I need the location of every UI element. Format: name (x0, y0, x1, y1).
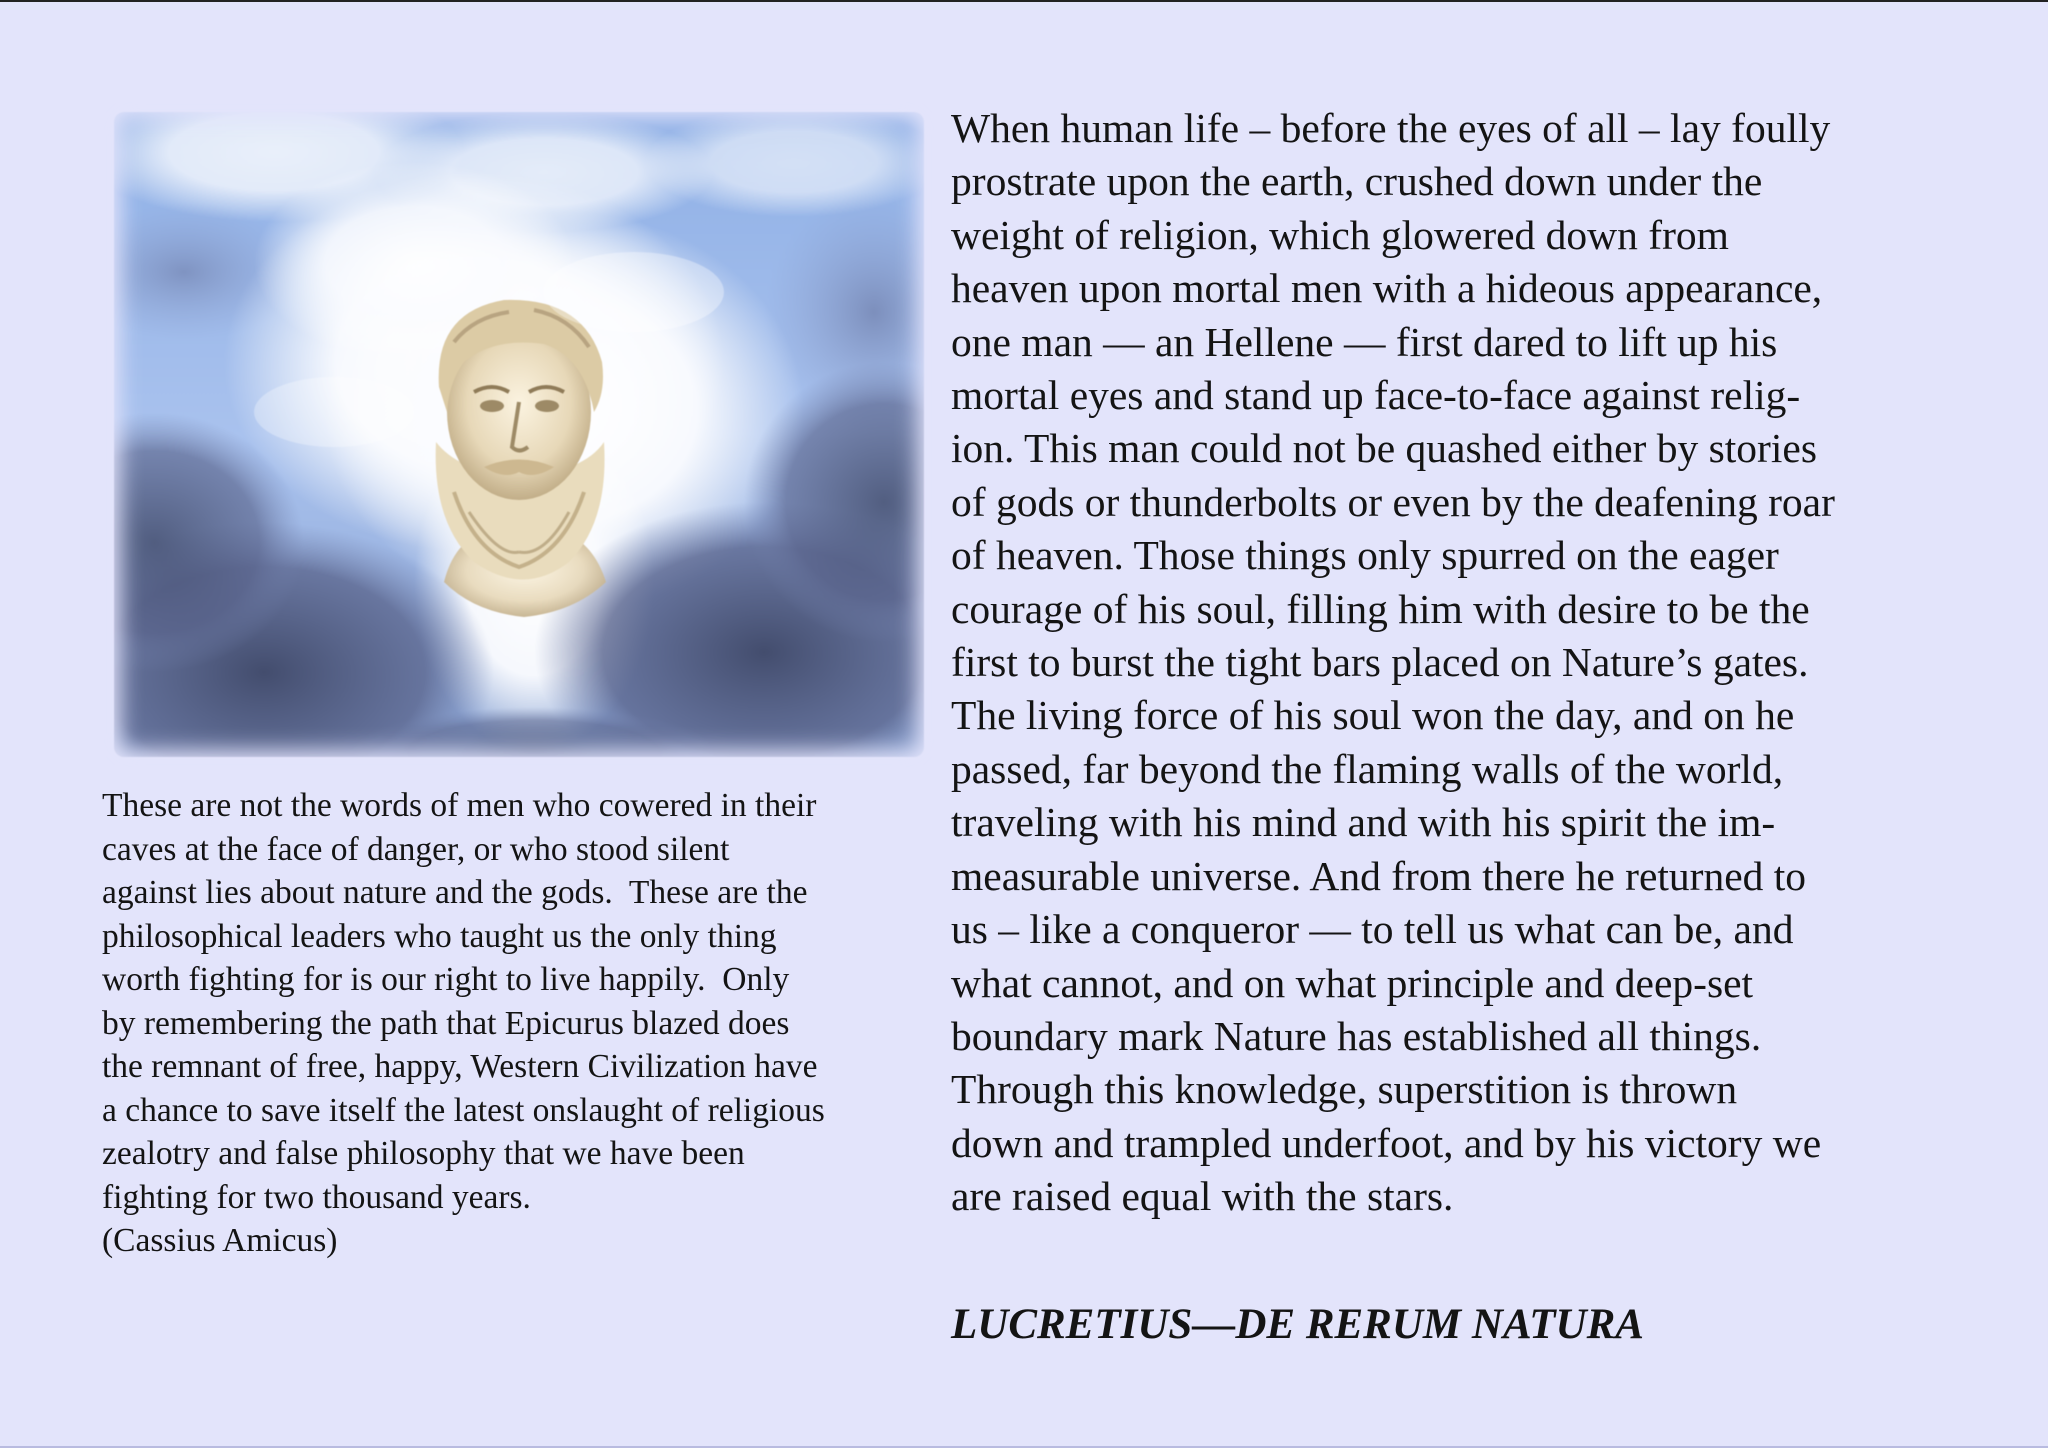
passage-line: measurable universe. And from there he returned to (951, 852, 1807, 899)
caption-line: against lies about nature and the gods. These are the (102, 874, 808, 911)
passage-line: When human life – before the eyes of all – lay foully (951, 105, 1831, 151)
commentary-caption (102, 784, 932, 1263)
caption-line: zealotry and false philosophy that we have been (102, 1135, 745, 1172)
passage-line: one man — an Hellene — first dared to lift up his (951, 318, 1778, 365)
passage-line: what cannot, and on what principle and deep-set (951, 959, 1754, 1006)
passage-line: The living force of his soul won the day, and on he (951, 692, 1795, 739)
passage-line: first to burst the tight bars placed on Nature’s gates. (951, 639, 1809, 686)
passage-line: traveling with his mind and with his spirit the im- (951, 799, 1776, 846)
caption-line: caves at the face of danger, or who stood silent (102, 830, 730, 868)
quote-source-title: LUCRETIUS—DE RERUM NATURA (951, 1301, 1644, 1348)
passage-line: mortal eyes and stand up face-to-face against relig- (951, 372, 1801, 419)
passage-line: ion. This man could not be quashed either by stories (951, 425, 1817, 472)
passage-line: courage of his soul, filling him with desire to be the (951, 585, 1810, 632)
caption-attribution: (Cassius Amicus) (102, 1222, 338, 1259)
caption-line: These are not the words of men who cowered in their (102, 787, 817, 824)
top-border-line (0, 0, 2048, 2)
passage-line: prostrate upon the earth, crushed down under the (951, 158, 1763, 205)
passage-line: Through this knowledge, superstition is thrown (951, 1066, 1738, 1113)
passage-line: are raised equal with the stars. (951, 1173, 1454, 1220)
lucretius-quote-passage (951, 102, 2011, 1224)
bust-in-clouds-image (114, 112, 924, 757)
passage-line: of gods or thunderbolts or even by the deafening roar (951, 478, 1835, 525)
passage-line: boundary mark Nature has established all things. (951, 1012, 1762, 1059)
passage-line: down and trampled underfoot, and by his victory we (951, 1119, 1822, 1166)
caption-line: by remembering the path that Epicurus blazed does (102, 1004, 790, 1042)
caption-line: worth fighting for is our right to live happily. Only (102, 961, 790, 998)
caption-line: philosophical leaders who taught us the only thing (102, 917, 777, 955)
passage-line: heaven upon mortal men with a hideous appearance, (951, 265, 1823, 312)
passage-line: weight of religion, which glowered down from (951, 211, 1729, 258)
passage-line: of heaven. Those things only spurred on the eager (951, 532, 1779, 579)
caption-line: the remnant of free, happy, Western Civilization have (102, 1048, 818, 1085)
passage-line: passed, far beyond the flaming walls of the world, (951, 745, 1784, 792)
caption-line: fighting for two thousand years. (102, 1178, 531, 1216)
passage-line: us – like a conqueror — to tell us what can be, and (951, 906, 1794, 953)
caption-line: a chance to save itself the latest onslaught of religious (102, 1091, 825, 1129)
